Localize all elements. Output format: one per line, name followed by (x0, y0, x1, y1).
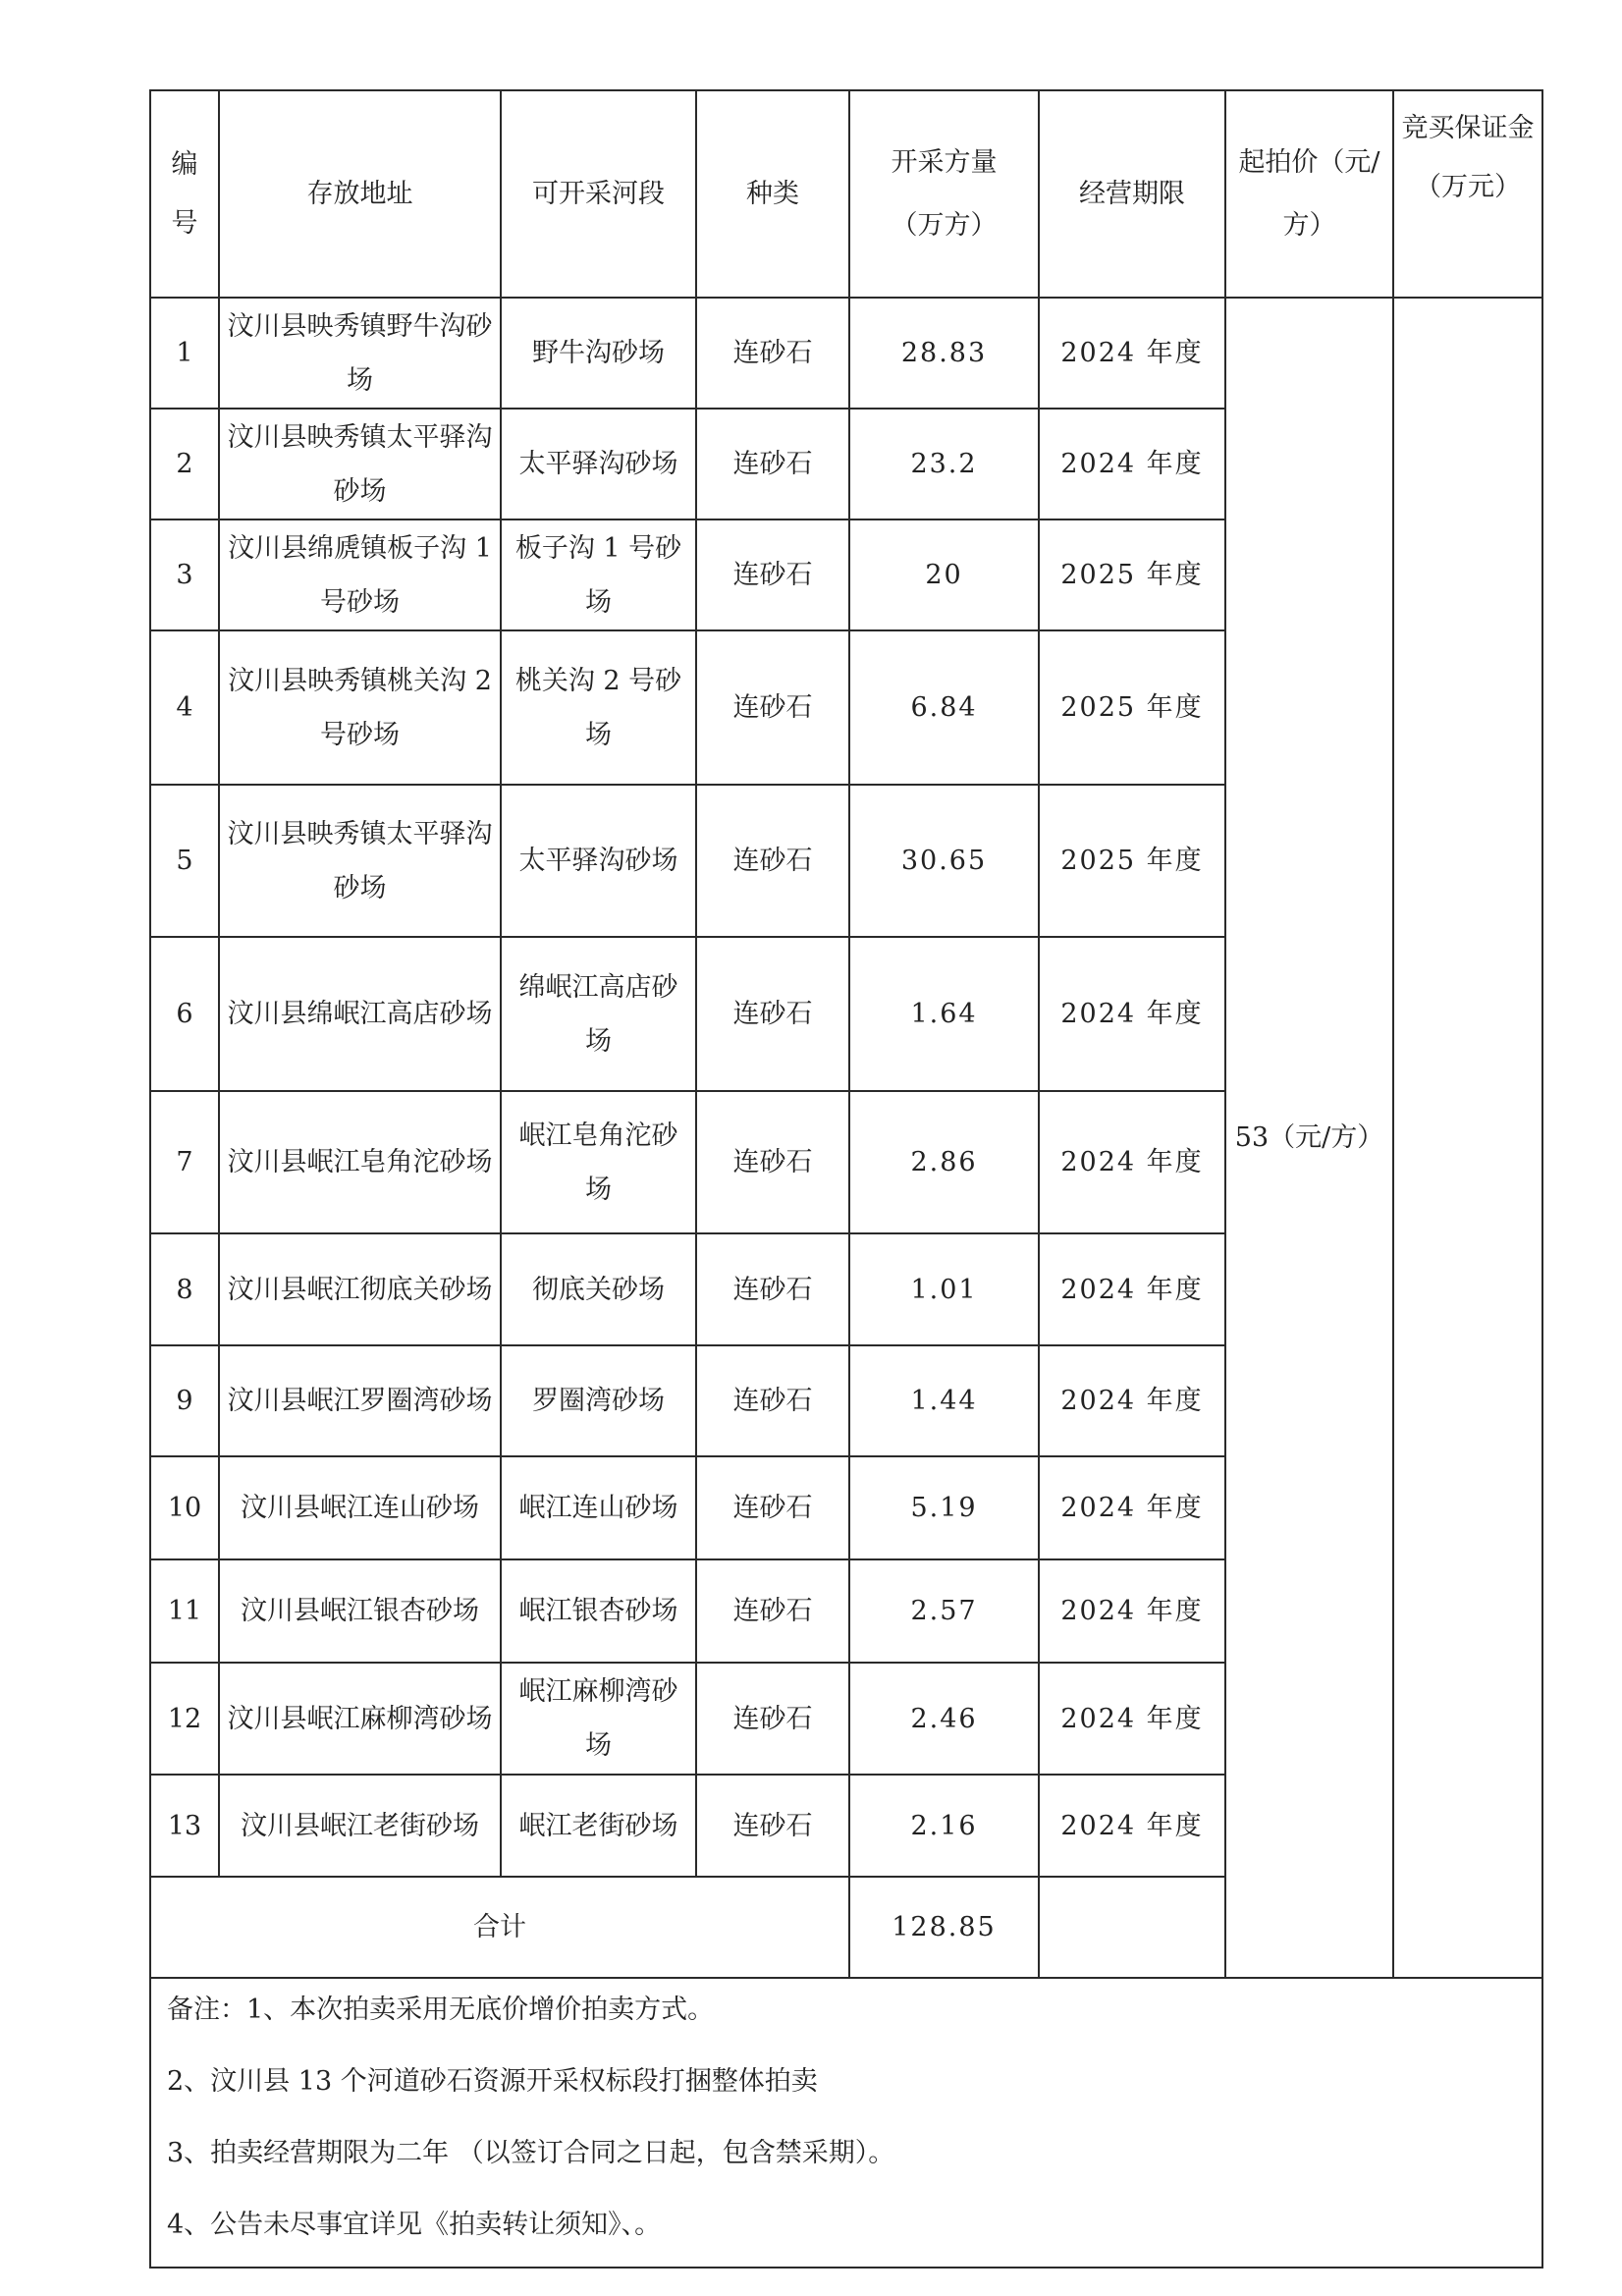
notes-row (150, 1978, 1542, 2268)
sand-auction-table (149, 89, 1543, 2269)
header-volume: 开采方量（万方） (849, 90, 1039, 298)
header-period: 经营期限 (1039, 90, 1225, 298)
row-no: 12 (150, 1663, 219, 1775)
row-no: 4 (150, 630, 219, 785)
auction-table-document (149, 89, 1541, 2265)
start-price-cell: 53（元/方） (1225, 298, 1393, 1978)
row-type: 连砂石 (696, 519, 849, 630)
row-type: 连砂石 (696, 409, 849, 519)
row-no: 5 (150, 785, 219, 937)
row-address: 汶川县岷江皂角沱砂场 (219, 1091, 501, 1233)
row-section: 板子沟 1 号砂场 (501, 519, 696, 630)
row-section: 岷江连山砂场 (501, 1456, 696, 1559)
row-section: 太平驿沟砂场 (501, 409, 696, 519)
total-period (1039, 1877, 1225, 1978)
row-section: 罗圈湾砂场 (501, 1345, 696, 1456)
row-period: 2025 年度 (1039, 630, 1225, 785)
row-no: 7 (150, 1091, 219, 1233)
row-address: 汶川县映秀镇野牛沟砂场 (219, 298, 501, 409)
header-no: 编号 (150, 90, 219, 298)
row-no: 1 (150, 298, 219, 409)
row-period: 2025 年度 (1039, 785, 1225, 937)
row-address: 汶川县映秀镇太平驿沟砂场 (219, 785, 501, 937)
row-type: 连砂石 (696, 1775, 849, 1877)
row-section: 岷江麻柳湾砂场 (501, 1663, 696, 1775)
header-type: 种类 (696, 90, 849, 298)
row-type: 连砂石 (696, 785, 849, 937)
row-period: 2024 年度 (1039, 409, 1225, 519)
row-volume: 23.2 (849, 409, 1039, 519)
row-section: 岷江老街砂场 (501, 1775, 696, 1877)
row-period: 2025 年度 (1039, 519, 1225, 630)
row-type: 连砂石 (696, 1559, 849, 1663)
header-address: 存放地址 (219, 90, 501, 298)
row-type: 连砂石 (696, 937, 849, 1091)
row-address: 汶川县绵岷江高店砂场 (219, 937, 501, 1091)
row-type: 连砂石 (696, 630, 849, 785)
row-type: 连砂石 (696, 1663, 849, 1775)
row-section: 野牛沟砂场 (501, 298, 696, 409)
row-section: 太平驿沟砂场 (501, 785, 696, 937)
row-address: 汶川县映秀镇桃关沟 2 号砂场 (219, 630, 501, 785)
note-line: 3、拍卖经营期限为二年 （以签订合同之日起，包含禁采期）。 (167, 2138, 895, 2168)
row-address: 汶川县岷江老街砂场 (219, 1775, 501, 1877)
row-address: 汶川县映秀镇太平驿沟砂场 (219, 409, 501, 519)
row-volume: 1.64 (849, 937, 1039, 1091)
row-period: 2024 年度 (1039, 1559, 1225, 1663)
row-no: 9 (150, 1345, 219, 1456)
header-row (150, 90, 1542, 298)
row-period: 2024 年度 (1039, 937, 1225, 1091)
row-volume: 2.46 (849, 1663, 1039, 1775)
row-no: 3 (150, 519, 219, 630)
row-period: 2024 年度 (1039, 1663, 1225, 1775)
row-address: 汶川县岷江罗圈湾砂场 (219, 1345, 501, 1456)
row-period: 2024 年度 (1039, 298, 1225, 409)
note-line: 4、公告未尽事宜详见《拍卖转让须知》、。 (167, 2210, 662, 2240)
row-address: 汶川县岷江银杏砂场 (219, 1559, 501, 1663)
row-address: 汶川县岷江连山砂场 (219, 1456, 501, 1559)
row-volume: 1.44 (849, 1345, 1039, 1456)
row-section: 绵岷江高店砂场 (501, 937, 696, 1091)
row-section: 岷江皂角沱砂场 (501, 1091, 696, 1233)
row-volume: 30.65 (849, 785, 1039, 937)
row-no: 11 (150, 1559, 219, 1663)
row-no: 10 (150, 1456, 219, 1559)
row-type: 连砂石 (696, 1345, 849, 1456)
row-volume: 2.16 (849, 1775, 1039, 1877)
header-deposit: 竞买保证金（万元） (1393, 90, 1542, 298)
header-section: 可开采河段 (501, 90, 696, 298)
table-row (150, 298, 1542, 409)
header-start-price: 起拍价（元/方） (1225, 90, 1393, 298)
row-type: 连砂石 (696, 1456, 849, 1559)
row-period: 2024 年度 (1039, 1345, 1225, 1456)
row-address: 汶川县绵虒镇板子沟 1 号砂场 (219, 519, 501, 630)
notes-cell (150, 1978, 1542, 2268)
row-volume: 5.19 (849, 1456, 1039, 1559)
row-type: 连砂石 (696, 1091, 849, 1233)
row-section: 岷江银杏砂场 (501, 1559, 696, 1663)
row-no: 6 (150, 937, 219, 1091)
note-line: 备注：1、本次拍卖采用无底价增价拍卖方式。 (167, 1995, 715, 2025)
total-volume: 128.85 (849, 1877, 1039, 1978)
row-volume: 2.57 (849, 1559, 1039, 1663)
row-period: 2024 年度 (1039, 1456, 1225, 1559)
row-volume: 20 (849, 519, 1039, 630)
row-volume: 2.86 (849, 1091, 1039, 1233)
row-section: 彻底关砂场 (501, 1233, 696, 1345)
row-address: 汶川县岷江彻底关砂场 (219, 1233, 501, 1345)
total-label: 合计 (150, 1877, 849, 1978)
row-type: 连砂石 (696, 298, 849, 409)
row-no: 13 (150, 1775, 219, 1877)
row-address: 汶川县岷江麻柳湾砂场 (219, 1663, 501, 1775)
row-volume: 6.84 (849, 630, 1039, 785)
note-line: 2、汶川县 13 个河道砂石资源开采权标段打捆整体拍卖 (167, 2066, 818, 2097)
row-no: 2 (150, 409, 219, 519)
row-volume: 28.83 (849, 298, 1039, 409)
row-period: 2024 年度 (1039, 1775, 1225, 1877)
row-period: 2024 年度 (1039, 1233, 1225, 1345)
row-section: 桃关沟 2 号砂场 (501, 630, 696, 785)
row-volume: 1.01 (849, 1233, 1039, 1345)
row-no: 8 (150, 1233, 219, 1345)
deposit-cell (1393, 298, 1542, 1978)
row-period: 2024 年度 (1039, 1091, 1225, 1233)
row-type: 连砂石 (696, 1233, 849, 1345)
